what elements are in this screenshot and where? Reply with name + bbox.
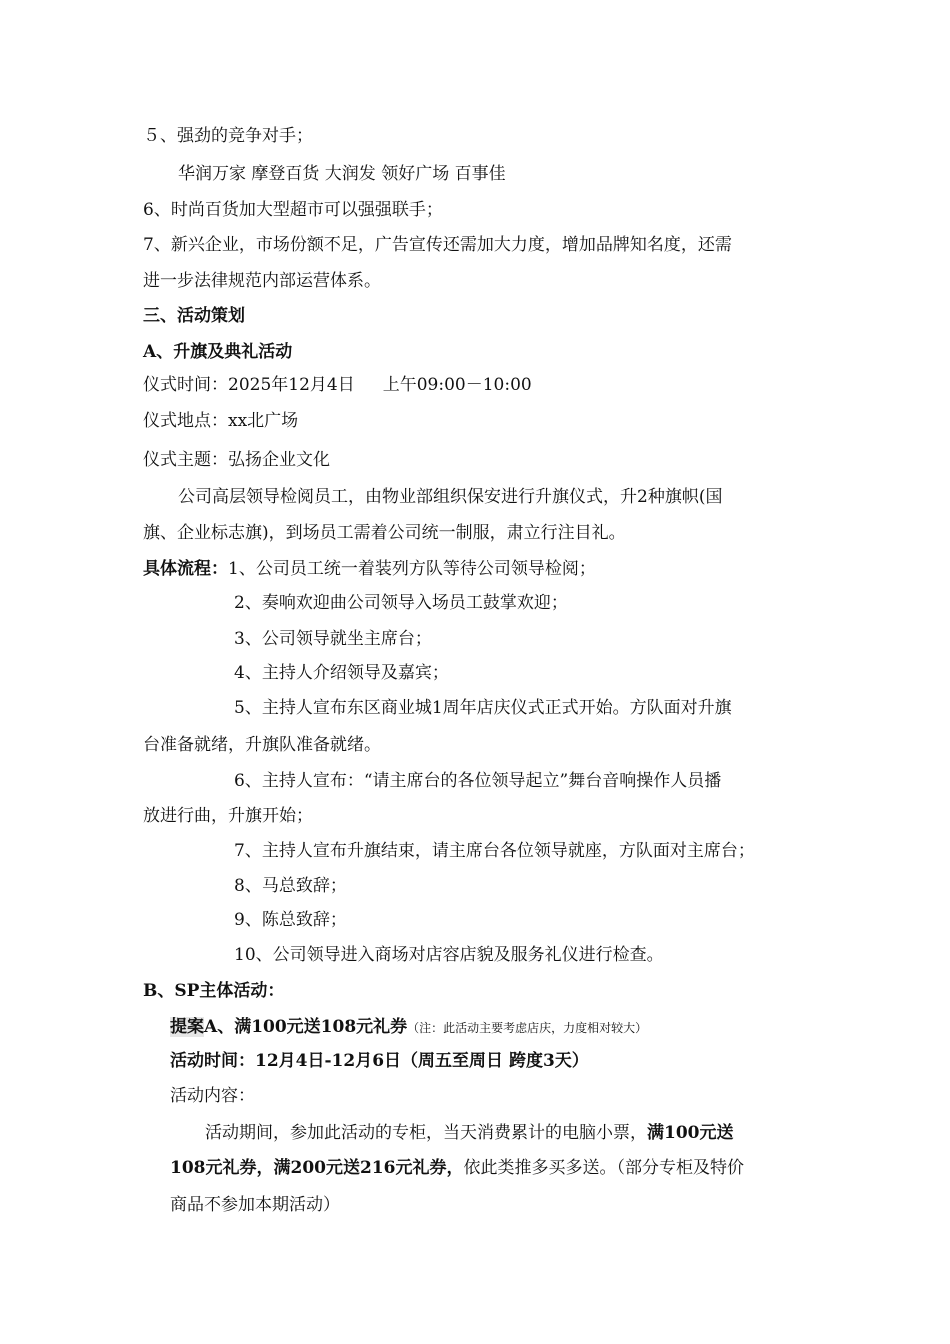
subheading-sp-activity: B、SP主体活动：: [143, 981, 285, 1001]
section-heading-activity-plan: 三、活动策划: [143, 306, 245, 326]
procedure-step-3: 3、公司领导就坐主席台；: [234, 629, 432, 649]
activity-content-text-2: 依此类推多买多送。（部分专柜及特价: [463, 1158, 744, 1178]
competitor-list: 华润万家 摩登百货 大润发 领好广场 百事佳: [178, 164, 506, 184]
procedure-step-10: 10、公司领导进入商场对店容店貌及服务礼仪进行检查。: [234, 945, 664, 965]
procedure-step-5-cont: 台准备就绪，升旗队准备就绪。: [143, 735, 381, 755]
activity-content-label: 活动内容：: [170, 1086, 255, 1106]
proposal-a-title: [170, 1016, 647, 1039]
ceremony-theme: 仪式主题：弘扬企业文化: [143, 450, 330, 470]
activity-content-line-3: 商品不参加本期活动）: [170, 1195, 340, 1215]
activity-content-line-2: [170, 1157, 744, 1179]
procedure-step-9: 9、陈总致辞；: [234, 910, 347, 930]
procedure-step-7: 7、主持人宣布升旗结束，请主席台各位领导就座，方队面对主席台；: [234, 841, 755, 861]
procedure-step-4: 4、主持人介绍领导及嘉宾；: [234, 663, 449, 683]
proposal-a-note: （注：此活动主要考虑店庆，力度相对较大）: [407, 1021, 648, 1035]
procedure-label: 具体流程：: [143, 559, 228, 579]
item-6-alliance: 6、时尚百货加大型超市可以强强联手；: [143, 200, 443, 220]
ceremony-hours: 上午09:00－10:00: [382, 375, 532, 395]
activity-offer-2: 108元礼券，满200元送216元礼券，: [170, 1158, 464, 1178]
activity-content-line-1: [205, 1122, 734, 1144]
activity-content-text: 活动期间，参加此活动的专柜，当天消费累计的电脑小票，: [205, 1123, 647, 1143]
ceremony-description: 公司高层领导检阅员工，由物业部组织保安进行升旗仪式，升2种旗帜(国: [178, 487, 723, 507]
item-7-text-cont: 进一步法律规范内部运营体系。: [143, 271, 381, 291]
procedure-step-6-cont: 放进行曲，升旗开始；: [143, 806, 313, 826]
item-7-text: 7、新兴企业，市场份额不足，广告宣传还需加大力度，增加品牌知名度，还需: [143, 235, 732, 255]
procedure-step-8: 8、马总致辞；: [234, 876, 347, 896]
item-5-competitors: ５、强劲的竞争对手；: [143, 126, 313, 146]
ceremony-description-cont: 旗、企业标志旗)，到场员工需着公司统一制服，肃立行注目礼。: [143, 523, 626, 543]
ceremony-location: 仪式地点：xx北广场: [143, 411, 299, 431]
activity-time: 活动时间：12月4日-12月6日（周五至周日 跨度3天）: [170, 1051, 589, 1071]
ceremony-date: 仪式时间：2025年12月4日: [143, 375, 355, 395]
ceremony-time: [143, 374, 532, 396]
procedure-step-1: [143, 558, 596, 580]
procedure-step-5: 5、主持人宣布东区商业城1周年店庆仪式正式开始。方队面对升旗: [234, 698, 732, 718]
proposal-label: 提案: [170, 1017, 204, 1037]
activity-offer-1: 满100元送: [647, 1123, 734, 1143]
proposal-a-offer: A、满100元送108元礼券: [204, 1017, 408, 1037]
procedure-step-6: 6、主持人宣布：“请主席台的各位领导起立”舞台音响操作人员播: [234, 771, 722, 791]
subheading-flag-ceremony: A、升旗及典礼活动: [143, 342, 293, 362]
procedure-step-1-text: 1、公司员工统一着装列方队等待公司领导检阅；: [228, 559, 596, 579]
procedure-step-2: 2、奏响欢迎曲公司领导入场员工鼓掌欢迎；: [234, 593, 568, 613]
